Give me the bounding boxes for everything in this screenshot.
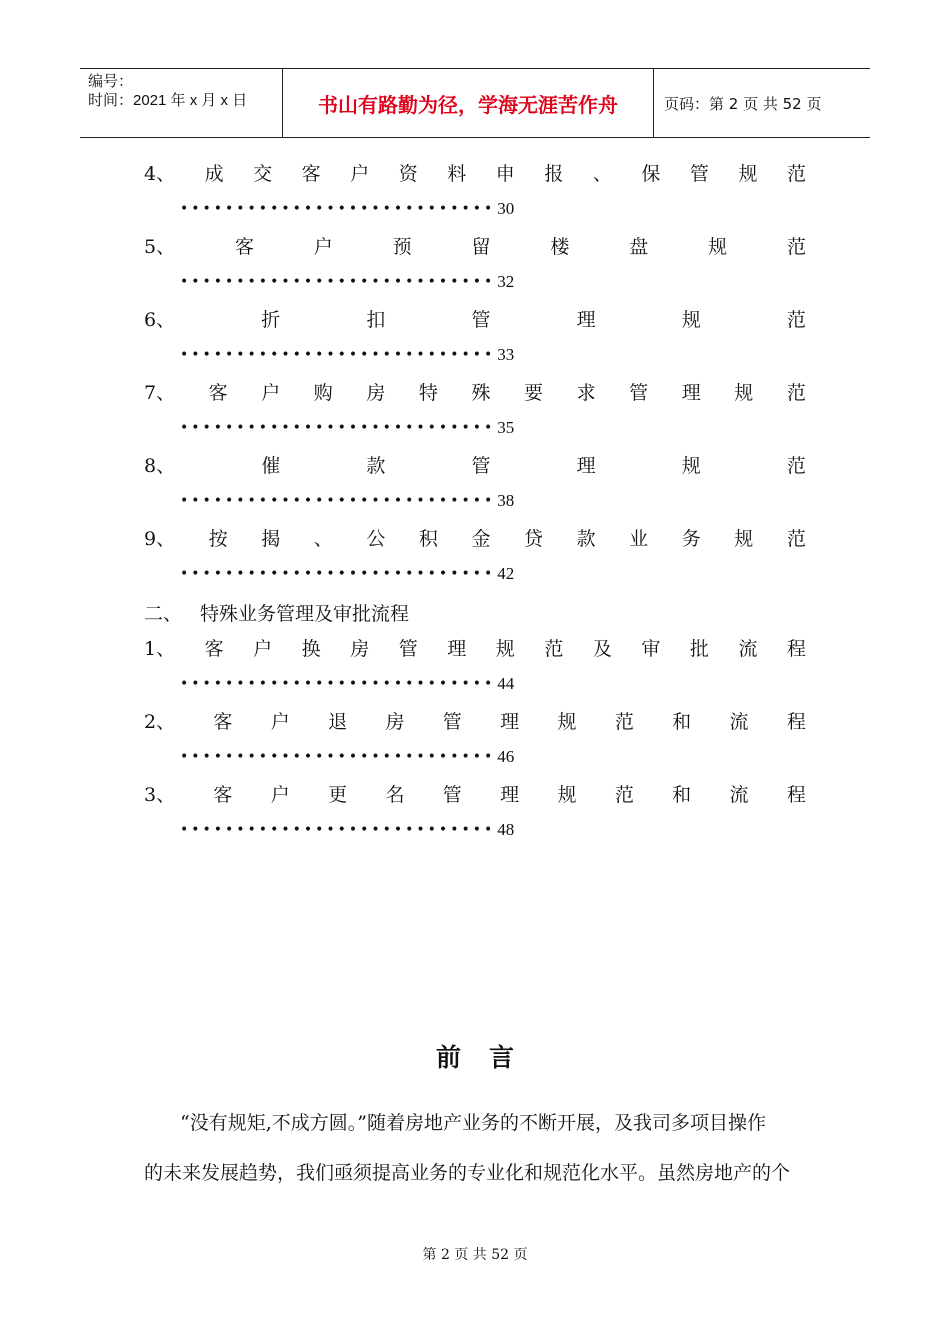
toc-entry-char: 成 (204, 162, 224, 185)
toc-entry-char: 规 (557, 710, 577, 733)
toc-entry-char: 客 (213, 783, 233, 806)
toc-entry-char: 理 (500, 710, 520, 733)
toc-entry-char: 理 (500, 783, 520, 806)
toc-page-number: 32 (497, 272, 515, 291)
toc-entry-char: 规 (557, 783, 577, 806)
toc-entry (144, 704, 806, 777)
toc-leader (180, 817, 514, 843)
toc-page-number: 44 (497, 674, 515, 693)
toc-entry-char: 名 (385, 783, 405, 806)
toc-page-number: 35 (497, 418, 515, 437)
toc-entry-char: 程 (786, 783, 806, 806)
toc-leader (180, 342, 514, 368)
toc-entry-char: 业 (629, 527, 649, 550)
toc-page-number: 33 (497, 345, 515, 364)
toc-entry-title (144, 631, 806, 663)
toc-entry-char: 户 (261, 381, 281, 404)
toc-entry-char: 折 (261, 308, 281, 331)
toc-entry-number: 6、 (144, 308, 176, 331)
toc-entry-char: 求 (576, 381, 596, 404)
toc-group-2 (144, 631, 806, 850)
toc-entry-char: 款 (576, 527, 596, 550)
toc-entry-char: 更 (328, 783, 348, 806)
toc-entry-char: 流 (738, 637, 758, 660)
toc-entry-char: 规 (734, 381, 754, 404)
toc-entry-number: 2、 (144, 710, 176, 733)
toc-entry (144, 156, 806, 229)
leader-dots: •••••••••••••••••••••••••••• (180, 676, 496, 692)
toc-entry-char: 户 (270, 783, 290, 806)
toc-entry-char: 盘 (629, 235, 649, 258)
toc-entry-char: 管 (471, 308, 491, 331)
page-header (80, 68, 870, 138)
toc-leader (180, 488, 514, 514)
toc-entry-char: 报 (544, 162, 564, 185)
toc-entry-number: 8、 (144, 454, 176, 477)
leader-dots: •••••••••••••••••••••••••••• (180, 201, 496, 217)
section-number: 二、 (144, 603, 183, 625)
toc-entry-char: 楼 (550, 235, 570, 258)
toc-entry (144, 375, 806, 448)
toc-entry-char: 户 (313, 235, 333, 258)
toc-entry (144, 229, 806, 302)
toc-entry-char: 范 (786, 308, 806, 331)
toc-entry-char: 积 (418, 527, 438, 550)
toc-entry-char: 规 (681, 308, 701, 331)
header-page-info: 页码：第 2 页 共 52 页 (664, 94, 822, 113)
toc-entry-char: 规 (708, 235, 728, 258)
header-motto: 书山有路勤为径，学海无涯苦作舟 (282, 69, 654, 137)
toc-entry-char: 范 (786, 527, 806, 550)
toc-entry-char: 流 (729, 783, 749, 806)
toc-entry-char: 范 (786, 235, 806, 258)
leader-dots: •••••••••••••••••••••••••••• (180, 749, 496, 765)
toc-entry-char: 交 (253, 162, 273, 185)
toc-entry (144, 302, 806, 375)
toc-entry-char: 揭 (261, 527, 281, 550)
toc-page-number: 48 (497, 820, 515, 839)
toc-leader (180, 269, 514, 295)
toc-entry-char: 管 (442, 783, 462, 806)
toc-entry-char: 保 (641, 162, 661, 185)
toc-leader (180, 561, 514, 587)
toc-entry-char: 留 (471, 235, 491, 258)
toc-entry-number: 5、 (144, 235, 176, 258)
toc-entry-char: 扣 (366, 308, 386, 331)
toc-entry-title (144, 448, 806, 480)
toc-entry-char: 殊 (471, 381, 491, 404)
toc-entry-char: 料 (447, 162, 467, 185)
toc-entry-char: 规 (495, 637, 515, 660)
toc-entry-char: 范 (544, 637, 564, 660)
toc-entry-char: 户 (350, 162, 370, 185)
toc-entry-char: 范 (614, 710, 634, 733)
toc-entry-char: 审 (641, 637, 661, 660)
time-label: 时间：2021 年 x 月 x 日 (88, 92, 248, 109)
toc-entry-char: 范 (786, 381, 806, 404)
toc-entry-char: 规 (681, 454, 701, 477)
toc-entry-char: 理 (447, 637, 467, 660)
toc-entry-char: 房 (385, 710, 405, 733)
toc-section-2 (144, 594, 806, 631)
leader-dots: •••••••••••••••••••••••••••• (180, 566, 496, 582)
toc-entry-char: 户 (270, 710, 290, 733)
preface-line-2: 的未来发展趋势，我们亟须提高业务的专业化和规范化水平。虽然房地产的个 (144, 1162, 791, 1184)
toc-entry-char: 房 (366, 381, 386, 404)
toc-entry-title (144, 375, 806, 407)
toc-entry-char: 管 (398, 637, 418, 660)
toc-entry (144, 448, 806, 521)
toc-entry-char: 客 (301, 162, 321, 185)
toc-entry-char: 款 (366, 454, 386, 477)
toc-entry-char: 范 (786, 454, 806, 477)
preface-title: 前言 (435, 1043, 542, 1072)
leader-dots: •••••••••••••••••••••••••••• (180, 274, 496, 290)
toc-entry-char: 预 (392, 235, 412, 258)
toc-entry-char: 管 (689, 162, 709, 185)
toc-entry-char: 购 (313, 381, 333, 404)
section-title: 特殊业务管理及审批流程 (200, 603, 410, 625)
toc-entry-char: 、 (313, 527, 333, 550)
toc-entry-number: 3、 (144, 783, 176, 806)
toc-entry-char: 催 (261, 454, 281, 477)
toc-entry-char: 管 (442, 710, 462, 733)
toc-entry-char: 管 (629, 381, 649, 404)
toc-entry-char: 理 (576, 308, 596, 331)
toc-entry-char: 客 (234, 235, 254, 258)
toc-entry-title (144, 777, 806, 809)
toc-entry-char: 规 (734, 527, 754, 550)
toc-entry (144, 777, 806, 850)
toc-entry-number: 4、 (144, 162, 176, 185)
toc-entry-char: 要 (524, 381, 544, 404)
toc-entry-char: 特 (418, 381, 438, 404)
leader-dots: •••••••••••••••••••••••••••• (180, 347, 496, 363)
toc-entry-char: 和 (672, 710, 692, 733)
toc-entry-title (144, 521, 806, 553)
toc-entry-title (144, 704, 806, 736)
toc-entry-number: 7、 (144, 381, 176, 404)
leader-dots: •••••••••••••••••••••••••••• (180, 420, 496, 436)
toc-entry-title (144, 302, 806, 334)
toc-entry-title (144, 229, 806, 261)
toc-entry-char: 及 (592, 637, 612, 660)
toc-entry-char: 范 (614, 783, 634, 806)
toc-entry-char: 客 (204, 637, 224, 660)
toc-entry-char: 管 (471, 454, 491, 477)
toc-entry-char: 户 (253, 637, 273, 660)
toc-group-1 (144, 156, 806, 594)
header-meta (80, 69, 282, 137)
toc-entry-char: 资 (398, 162, 418, 185)
toc-entry-char: 换 (301, 637, 321, 660)
toc-entry-number: 9、 (144, 527, 176, 550)
preface-line-1: “没有规矩,不成方圆。”随着房地产业务的不断开展，及我司多项目操作 (180, 1112, 766, 1134)
toc-entry-char: 和 (672, 783, 692, 806)
toc-entry-char: 规 (738, 162, 758, 185)
toc-entry-char: 公 (366, 527, 386, 550)
page-footer: 第 2 页 共 52 页 (422, 1247, 528, 1263)
toc-entry-char: 客 (213, 710, 233, 733)
toc-page-number: 42 (497, 564, 515, 583)
toc-leader (180, 415, 514, 441)
toc-entry-char: 程 (786, 637, 806, 660)
toc-entry-char: 按 (208, 527, 228, 550)
toc-entry-char: 批 (689, 637, 709, 660)
toc-entry-char: 申 (495, 162, 515, 185)
toc-entry-char: 房 (350, 637, 370, 660)
leader-dots: •••••••••••••••••••••••••••• (180, 493, 496, 509)
toc-entry-char: 、 (592, 162, 612, 185)
toc-entry-char: 范 (786, 162, 806, 185)
leader-dots: •••••••••••••••••••••••••••• (180, 822, 496, 838)
toc-entry-char: 程 (786, 710, 806, 733)
toc-entry-char: 客 (208, 381, 228, 404)
number-label: 编号： (88, 73, 134, 90)
toc-leader (180, 671, 514, 697)
toc-page-number: 30 (497, 199, 515, 218)
toc-entry-number: 1、 (144, 637, 176, 660)
toc-entry-char: 金 (471, 527, 491, 550)
toc-entry-char: 贷 (524, 527, 544, 550)
toc-leader (180, 744, 514, 770)
toc-entry (144, 521, 806, 594)
toc-entry-char: 务 (681, 527, 701, 550)
toc-entry (144, 631, 806, 704)
toc-entry-char: 流 (729, 710, 749, 733)
table-of-contents (144, 156, 806, 850)
toc-entry-char: 理 (576, 454, 596, 477)
toc-entry-char: 理 (681, 381, 701, 404)
toc-entry-char: 退 (328, 710, 348, 733)
toc-entry-title (144, 156, 806, 188)
toc-page-number: 38 (497, 491, 515, 510)
toc-page-number: 46 (497, 747, 515, 766)
toc-leader (180, 196, 514, 222)
